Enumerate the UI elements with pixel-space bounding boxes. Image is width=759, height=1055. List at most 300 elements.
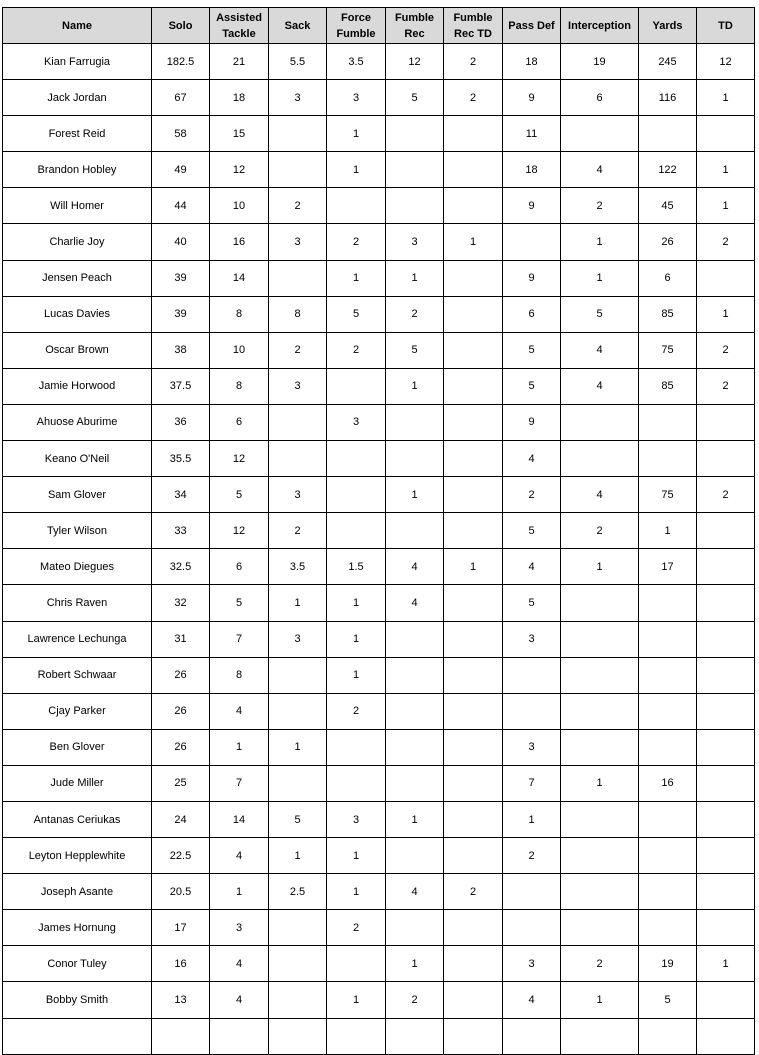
stat-cell: [561, 441, 639, 477]
stat-cell: 7: [210, 621, 269, 657]
stat-cell: 2: [327, 693, 386, 729]
stat-cell: 3.5: [269, 549, 327, 585]
stat-cell: [269, 765, 327, 801]
stat-cell: 18: [503, 44, 561, 80]
stat-cell: 1: [444, 224, 503, 260]
column-header: Fumble Rec: [386, 8, 444, 44]
stat-cell: 1: [386, 801, 444, 837]
stat-cell: 26: [152, 657, 210, 693]
stat-cell: 20.5: [152, 874, 210, 910]
stat-cell: 4: [210, 946, 269, 982]
stat-cell: 12: [386, 44, 444, 80]
player-name-cell: Ben Glover: [3, 729, 152, 765]
stat-cell: [444, 982, 503, 1018]
player-name-cell: Antanas Ceriukas: [3, 801, 152, 837]
stat-cell: 4: [503, 549, 561, 585]
stat-cell: 12: [210, 152, 269, 188]
stat-cell: [386, 838, 444, 874]
column-header: Sack: [269, 8, 327, 44]
stat-cell: 2: [444, 80, 503, 116]
stat-cell: 8: [210, 657, 269, 693]
stat-cell: 4: [561, 477, 639, 513]
stat-cell: [327, 765, 386, 801]
stat-cell: 1: [386, 946, 444, 982]
stat-cell: 19: [639, 946, 697, 982]
stat-cell: [639, 874, 697, 910]
table-row: [3, 188, 755, 224]
player-name-cell: Sam Glover: [3, 477, 152, 513]
stat-cell: [561, 1018, 639, 1054]
stat-cell: 5: [503, 332, 561, 368]
stat-cell: [503, 693, 561, 729]
stat-cell: 3: [327, 404, 386, 440]
stat-cell: 85: [639, 296, 697, 332]
stat-cell: 182.5: [152, 44, 210, 80]
stat-cell: 2.5: [269, 874, 327, 910]
stat-cell: 1: [444, 549, 503, 585]
stat-cell: [386, 910, 444, 946]
column-header: Fumble Rec TD: [444, 8, 503, 44]
stat-cell: 245: [639, 44, 697, 80]
stat-cell: [697, 910, 755, 946]
stat-cell: [697, 116, 755, 152]
stat-cell: 1: [386, 260, 444, 296]
stat-cell: 4: [561, 368, 639, 404]
stat-cell: [327, 188, 386, 224]
stat-cell: [386, 693, 444, 729]
stat-cell: 7: [210, 765, 269, 801]
stat-cell: [697, 657, 755, 693]
player-name-cell: Kian Farrugia: [3, 44, 152, 80]
player-name-cell: Tyler Wilson: [3, 513, 152, 549]
stat-cell: 4: [503, 441, 561, 477]
stat-cell: [697, 982, 755, 1018]
stat-cell: [444, 946, 503, 982]
column-header: Yards: [639, 8, 697, 44]
stat-cell: 17: [639, 549, 697, 585]
stat-cell: [386, 765, 444, 801]
stat-cell: 3: [269, 621, 327, 657]
stat-cell: 14: [210, 801, 269, 837]
stat-cell: [269, 910, 327, 946]
stat-cell: 85: [639, 368, 697, 404]
stat-cell: 21: [210, 44, 269, 80]
stat-cell: 116: [639, 80, 697, 116]
player-name-cell: Jude Miller: [3, 765, 152, 801]
stat-cell: 4: [386, 874, 444, 910]
stat-cell: [444, 801, 503, 837]
stat-cell: 2: [269, 188, 327, 224]
stat-cell: 1: [639, 513, 697, 549]
stat-cell: [561, 404, 639, 440]
stat-cell: [327, 729, 386, 765]
stat-cell: [444, 368, 503, 404]
stat-cell: 18: [503, 152, 561, 188]
stat-cell: 3: [210, 910, 269, 946]
stat-cell: [639, 910, 697, 946]
stat-cell: 1: [269, 838, 327, 874]
stat-cell: [386, 1018, 444, 1054]
stat-cell: 11: [503, 116, 561, 152]
stat-cell: 1: [269, 585, 327, 621]
player-name-cell: Brandon Hobley: [3, 152, 152, 188]
stat-cell: 1: [697, 80, 755, 116]
stat-cell: [152, 1018, 210, 1054]
stat-cell: [444, 657, 503, 693]
stat-cell: 1: [561, 549, 639, 585]
stat-cell: [697, 729, 755, 765]
table-row: [3, 765, 755, 801]
player-name-cell: Lawrence Lechunga: [3, 621, 152, 657]
stat-cell: [327, 441, 386, 477]
stat-cell: [697, 838, 755, 874]
stat-cell: 2: [444, 44, 503, 80]
stat-cell: [697, 404, 755, 440]
table-row: [3, 404, 755, 440]
column-header: Solo: [152, 8, 210, 44]
stat-cell: [503, 874, 561, 910]
table-row: [3, 368, 755, 404]
table-row: [3, 44, 755, 80]
table-row: [3, 224, 755, 260]
stat-cell: 12: [697, 44, 755, 80]
stat-cell: [269, 693, 327, 729]
stat-cell: 6: [210, 404, 269, 440]
table-row: [3, 441, 755, 477]
stat-cell: [697, 549, 755, 585]
player-name-cell: James Hornung: [3, 910, 152, 946]
table-row: [3, 260, 755, 296]
stat-cell: 10: [210, 188, 269, 224]
stat-cell: 2: [503, 477, 561, 513]
stat-cell: 3: [503, 946, 561, 982]
stat-cell: [386, 657, 444, 693]
stat-cell: 49: [152, 152, 210, 188]
stat-cell: [269, 982, 327, 1018]
stat-cell: 36: [152, 404, 210, 440]
table-row: [3, 838, 755, 874]
stat-cell: 1: [697, 296, 755, 332]
stat-cell: [444, 188, 503, 224]
stat-cell: [697, 513, 755, 549]
stat-cell: [386, 621, 444, 657]
stat-cell: [269, 260, 327, 296]
stat-cell: 5: [503, 513, 561, 549]
stat-cell: 4: [210, 693, 269, 729]
stat-cell: 1: [386, 368, 444, 404]
stat-cell: 24: [152, 801, 210, 837]
stat-cell: 1: [386, 477, 444, 513]
stat-cell: [697, 585, 755, 621]
stat-cell: [327, 946, 386, 982]
stat-cell: [386, 513, 444, 549]
table-row: [3, 152, 755, 188]
stat-cell: 6: [639, 260, 697, 296]
stat-cell: [386, 188, 444, 224]
stat-cell: 16: [210, 224, 269, 260]
stat-cell: [444, 838, 503, 874]
stats-table: [2, 7, 755, 1055]
stat-cell: 5: [386, 80, 444, 116]
table-row: [3, 477, 755, 513]
stat-cell: 7: [503, 765, 561, 801]
column-header: TD: [697, 8, 755, 44]
stat-cell: 4: [503, 982, 561, 1018]
stat-cell: 1: [327, 982, 386, 1018]
table-row: [3, 116, 755, 152]
stat-cell: [327, 513, 386, 549]
player-name-cell: Chris Raven: [3, 585, 152, 621]
stat-cell: 2: [503, 838, 561, 874]
table-row: [3, 657, 755, 693]
stat-cell: 1: [561, 224, 639, 260]
stat-cell: [561, 657, 639, 693]
stat-cell: 1: [327, 116, 386, 152]
stat-cell: 1: [327, 152, 386, 188]
stat-cell: [444, 513, 503, 549]
stat-cell: 5: [269, 801, 327, 837]
stat-cell: [269, 946, 327, 982]
stat-cell: [697, 693, 755, 729]
stat-cell: 32.5: [152, 549, 210, 585]
stat-cell: 1: [327, 585, 386, 621]
stat-cell: 26: [152, 729, 210, 765]
stat-cell: 31: [152, 621, 210, 657]
stat-cell: 8: [210, 296, 269, 332]
stat-cell: [503, 1018, 561, 1054]
stat-cell: 15: [210, 116, 269, 152]
stat-cell: 32: [152, 585, 210, 621]
stat-cell: 1: [561, 765, 639, 801]
column-header: Interception: [561, 8, 639, 44]
player-name-cell: Mateo Diegues: [3, 549, 152, 585]
stat-cell: 1.5: [327, 549, 386, 585]
stat-cell: 5: [327, 296, 386, 332]
stat-cell: 4: [210, 982, 269, 1018]
stat-cell: [561, 729, 639, 765]
stat-cell: [269, 441, 327, 477]
stat-cell: [269, 657, 327, 693]
stat-cell: 3: [327, 80, 386, 116]
stat-cell: [444, 477, 503, 513]
stat-cell: [503, 224, 561, 260]
stat-cell: 1: [561, 982, 639, 1018]
stat-cell: 4: [386, 549, 444, 585]
stat-cell: [697, 441, 755, 477]
player-name-cell: Jamie Horwood: [3, 368, 152, 404]
stat-cell: [639, 693, 697, 729]
stat-cell: 22.5: [152, 838, 210, 874]
player-name-cell: Jensen Peach: [3, 260, 152, 296]
stat-cell: 67: [152, 80, 210, 116]
stat-cell: 39: [152, 296, 210, 332]
stat-cell: 3: [503, 621, 561, 657]
stat-cell: 9: [503, 260, 561, 296]
stat-cell: [386, 152, 444, 188]
stat-cell: 44: [152, 188, 210, 224]
stat-cell: 2: [386, 982, 444, 1018]
stat-cell: 2: [697, 332, 755, 368]
stat-cell: 2: [269, 513, 327, 549]
stat-cell: [444, 729, 503, 765]
table-row: [3, 1018, 755, 1054]
column-header: Force Fumble: [327, 8, 386, 44]
stat-cell: [386, 441, 444, 477]
stat-cell: [561, 621, 639, 657]
stat-cell: [444, 585, 503, 621]
stat-cell: 4: [561, 152, 639, 188]
stat-cell: [639, 1018, 697, 1054]
stat-cell: 2: [697, 368, 755, 404]
stat-cell: [444, 621, 503, 657]
stat-cell: [444, 116, 503, 152]
stat-cell: 13: [152, 982, 210, 1018]
stat-cell: 1: [697, 946, 755, 982]
stat-cell: 39: [152, 260, 210, 296]
stat-cell: 5: [561, 296, 639, 332]
table-row: [3, 910, 755, 946]
stat-cell: 19: [561, 44, 639, 80]
player-name-cell: Conor Tuley: [3, 946, 152, 982]
player-name-cell: Will Homer: [3, 188, 152, 224]
stat-cell: 1: [269, 729, 327, 765]
stat-cell: 3: [269, 224, 327, 260]
table-row: [3, 729, 755, 765]
stat-cell: [697, 260, 755, 296]
stat-cell: [639, 441, 697, 477]
stat-cell: [697, 801, 755, 837]
table-body: [3, 44, 755, 1055]
stat-cell: 3: [386, 224, 444, 260]
stat-cell: 5: [639, 982, 697, 1018]
stat-cell: 9: [503, 80, 561, 116]
stat-cell: 45: [639, 188, 697, 224]
stat-cell: 3: [503, 729, 561, 765]
column-header: Pass Def: [503, 8, 561, 44]
stat-cell: 26: [639, 224, 697, 260]
stat-cell: [269, 116, 327, 152]
stat-cell: 26: [152, 693, 210, 729]
stat-cell: 3: [327, 801, 386, 837]
stat-cell: [561, 116, 639, 152]
stat-cell: 2: [444, 874, 503, 910]
stat-cell: [327, 368, 386, 404]
stat-cell: 2: [561, 513, 639, 549]
stat-cell: [269, 1018, 327, 1054]
table-row: [3, 80, 755, 116]
stat-cell: 1: [503, 801, 561, 837]
stat-cell: 4: [210, 838, 269, 874]
stat-cell: [561, 585, 639, 621]
stat-cell: [444, 1018, 503, 1054]
stat-cell: [444, 404, 503, 440]
stat-cell: 18: [210, 80, 269, 116]
stat-cell: 1: [210, 874, 269, 910]
stat-cell: [639, 585, 697, 621]
table-row: [3, 982, 755, 1018]
stat-cell: [503, 910, 561, 946]
stat-cell: 9: [503, 188, 561, 224]
stat-cell: [444, 152, 503, 188]
player-name-cell: Leyton Hepplewhite: [3, 838, 152, 874]
stat-cell: [561, 910, 639, 946]
stat-cell: [503, 657, 561, 693]
player-name-cell: Ahuose Aburime: [3, 404, 152, 440]
player-name-cell: Keano O'Neil: [3, 441, 152, 477]
table-row: [3, 874, 755, 910]
stat-cell: 1: [210, 729, 269, 765]
table-row: [3, 585, 755, 621]
stat-cell: 12: [210, 513, 269, 549]
stat-cell: [386, 729, 444, 765]
stat-cell: 5: [503, 368, 561, 404]
player-name-cell: Joseph Asante: [3, 874, 152, 910]
column-header: Name: [3, 8, 152, 44]
player-name-cell: Robert Schwaar: [3, 657, 152, 693]
stat-cell: [639, 657, 697, 693]
stat-cell: [561, 693, 639, 729]
table-row: [3, 801, 755, 837]
stat-cell: 2: [561, 188, 639, 224]
stat-cell: 1: [327, 260, 386, 296]
stat-cell: [269, 404, 327, 440]
stat-cell: 5.5: [269, 44, 327, 80]
stat-cell: 38: [152, 332, 210, 368]
stat-cell: [561, 838, 639, 874]
stat-cell: [386, 116, 444, 152]
stat-cell: [697, 874, 755, 910]
stat-cell: [444, 441, 503, 477]
player-name-cell: Lucas Davies: [3, 296, 152, 332]
table-row: [3, 296, 755, 332]
stat-cell: [210, 1018, 269, 1054]
header-row: [3, 8, 755, 44]
stat-cell: 40: [152, 224, 210, 260]
stat-cell: [561, 874, 639, 910]
stat-cell: [444, 296, 503, 332]
stat-cell: 1: [697, 152, 755, 188]
stat-cell: 1: [561, 260, 639, 296]
stat-cell: 17: [152, 910, 210, 946]
stat-cell: [639, 404, 697, 440]
player-name-cell: Jack Jordan: [3, 80, 152, 116]
stat-cell: [327, 1018, 386, 1054]
stat-cell: 6: [503, 296, 561, 332]
stat-cell: 6: [210, 549, 269, 585]
stat-cell: 2: [327, 224, 386, 260]
stat-cell: 6: [561, 80, 639, 116]
stat-cell: 2: [327, 332, 386, 368]
stat-cell: 75: [639, 477, 697, 513]
stat-cell: [639, 838, 697, 874]
player-name-cell: Bobby Smith: [3, 982, 152, 1018]
stat-cell: 1: [327, 621, 386, 657]
stat-cell: 2: [697, 224, 755, 260]
stat-cell: 3: [269, 368, 327, 404]
stat-cell: 9: [503, 404, 561, 440]
stat-cell: [697, 765, 755, 801]
table-row: [3, 332, 755, 368]
stat-cell: 14: [210, 260, 269, 296]
stat-cell: 2: [697, 477, 755, 513]
stat-cell: [639, 729, 697, 765]
stat-cell: 33: [152, 513, 210, 549]
stat-cell: [697, 621, 755, 657]
stat-cell: [444, 332, 503, 368]
player-name-cell: Cjay Parker: [3, 693, 152, 729]
stat-cell: [444, 765, 503, 801]
player-name-cell: Forest Reid: [3, 116, 152, 152]
